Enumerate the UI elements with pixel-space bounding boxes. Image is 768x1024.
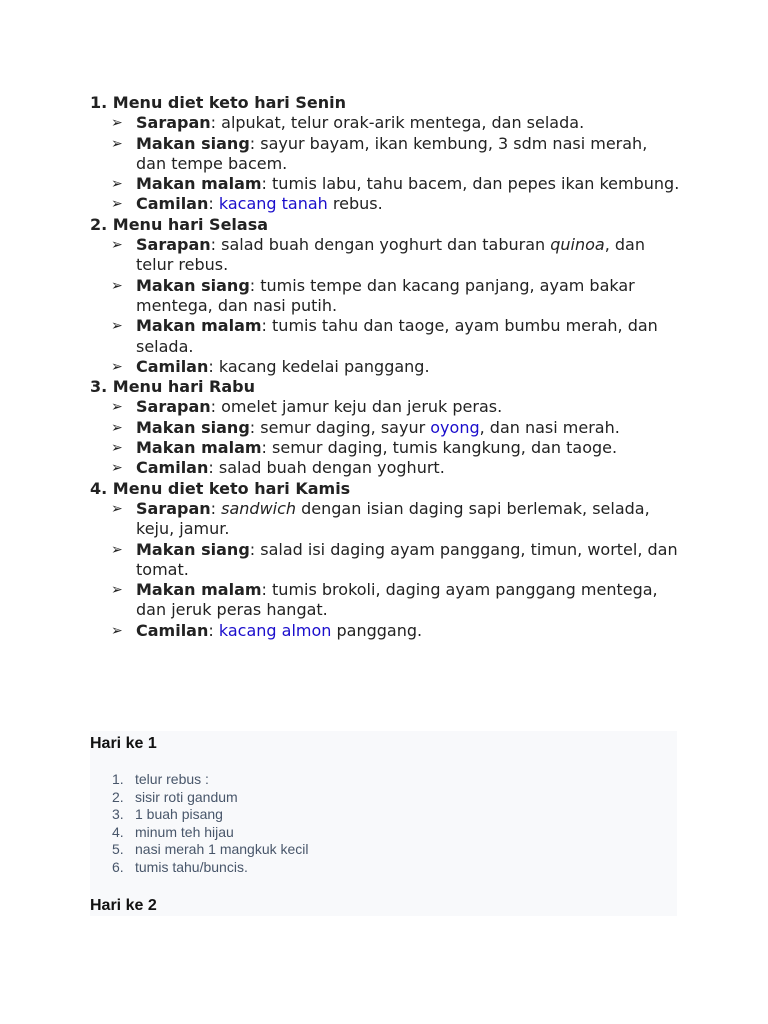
arrowhead-bullet-icon: ➢ — [111, 440, 123, 457]
meal-list — [0, 235, 768, 377]
meal-item — [0, 113, 768, 133]
day-title: 2. Menu hari Selasa — [90, 214, 269, 234]
meal-label: Sarapan — [136, 113, 211, 133]
meal-text: : tumis labu, tahu bacem, dan pepes ikan kembung. — [261, 174, 680, 194]
meal-text: : omelet jamur keju dan jeruk peras. — [210, 397, 503, 417]
arrowhead-bullet-icon: ➢ — [111, 176, 123, 193]
meal-label: Makan malam — [136, 580, 262, 600]
day-title: 3. Menu hari Rabu — [90, 377, 255, 397]
meal-text: , dan telur rebus. — [136, 235, 645, 275]
food-link[interactable]: kacang almon — [218, 620, 332, 640]
italic-term: sandwich — [221, 498, 297, 518]
list-text: nasi merah 1 mangkuk kecil — [135, 841, 309, 858]
day-1-list-item — [90, 824, 309, 842]
meal-item — [0, 438, 768, 458]
list-text: telur rebus : — [135, 771, 209, 787]
meal-item — [0, 194, 768, 214]
arrowhead-bullet-icon: ➢ — [111, 277, 123, 294]
food-link[interactable]: oyong — [430, 417, 480, 437]
meal-item — [0, 134, 768, 175]
list-number: 5. — [112, 841, 124, 858]
meal-text: : sayur bayam, ikan kembung, 3 sdm nasi merah, dan tempe bacem. — [136, 133, 648, 173]
meal-text: : — [208, 194, 219, 214]
meal-item — [0, 357, 768, 377]
meal-label: Makan siang — [136, 539, 250, 559]
meal-label: Makan malam — [136, 174, 262, 194]
meal-text: : — [208, 620, 219, 640]
italic-term: quinoa — [550, 235, 605, 255]
arrowhead-bullet-icon: ➢ — [111, 541, 123, 558]
arrowhead-bullet-icon: ➢ — [111, 460, 123, 477]
day-1-list-item — [90, 859, 309, 877]
meal-label: Makan malam — [136, 316, 262, 336]
meal-label: Sarapan — [136, 397, 211, 417]
meal-text: : salad isi daging ayam panggang, timun, wortel, dan tomat. — [136, 539, 678, 579]
day-1-list-item — [90, 841, 309, 859]
meal-list — [0, 499, 768, 641]
meal-item — [0, 418, 768, 438]
meal-plan-panel — [90, 731, 677, 916]
list-number: 4. — [112, 823, 124, 840]
day-section — [0, 377, 768, 478]
meal-item — [0, 540, 768, 581]
panel-heading-day-2: Hari ke 2 — [90, 897, 157, 914]
meal-text: : salad buah dengan yoghurt. — [208, 458, 445, 478]
meal-item — [0, 397, 768, 417]
meal-item — [0, 276, 768, 317]
meal-label: Makan siang — [136, 275, 250, 295]
day-1-list-item — [90, 806, 309, 824]
list-number: 3. — [112, 806, 124, 823]
arrowhead-bullet-icon: ➢ — [111, 358, 123, 375]
day-section — [0, 215, 768, 377]
arrowhead-bullet-icon: ➢ — [111, 419, 123, 436]
meal-text: panggang. — [331, 620, 423, 640]
meal-item — [0, 580, 768, 621]
meal-label: Camilan — [136, 620, 209, 640]
meal-label: Makan siang — [136, 133, 250, 153]
meal-item — [0, 458, 768, 478]
list-text: 1 buah pisang — [135, 806, 223, 823]
day-title: 4. Menu diet keto hari Kamis — [90, 478, 351, 498]
meal-label: Camilan — [136, 356, 209, 376]
arrowhead-bullet-icon: ➢ — [111, 318, 123, 335]
day-1-list-item — [90, 771, 309, 789]
arrowhead-bullet-icon: ➢ — [111, 399, 123, 416]
meal-text: rebus. — [327, 194, 383, 214]
meal-text: : tumis brokoli, daging ayam panggang mentega, dan jeruk peras hangat. — [136, 580, 658, 620]
meal-text: : tumis tempe dan kacang panjang, ayam bakar mentega, dan nasi putih. — [136, 275, 635, 315]
arrowhead-bullet-icon: ➢ — [111, 237, 123, 254]
day-section — [0, 479, 768, 641]
meal-label: Sarapan — [136, 498, 211, 518]
meal-text: , dan nasi merah. — [479, 417, 620, 437]
day-section — [0, 93, 768, 215]
day-1-list-item — [90, 789, 309, 807]
meal-label: Makan malam — [136, 438, 262, 458]
meal-item — [0, 316, 768, 357]
day-1-list — [90, 771, 309, 877]
meal-text: dengan isian daging sapi berlemak, selada, keju, jamur. — [136, 498, 650, 539]
arrowhead-bullet-icon: ➢ — [111, 500, 123, 517]
list-number: 2. — [112, 788, 124, 805]
food-link[interactable]: kacang tanah — [218, 194, 328, 214]
arrowhead-bullet-icon: ➢ — [111, 582, 123, 599]
meal-text: : salad buah dengan yoghurt dan taburan — [210, 235, 551, 255]
list-number: 1. — [112, 771, 124, 787]
meal-item — [0, 174, 768, 194]
meal-list — [0, 113, 768, 214]
meal-text: : tumis tahu dan taoge, ayam bumbu merah, dan selada. — [136, 316, 658, 356]
meal-item — [0, 621, 768, 641]
meal-label: Camilan — [136, 194, 209, 214]
panel-heading-day-1: Hari ke 1 — [90, 735, 157, 752]
meal-label: Sarapan — [136, 235, 211, 255]
arrowhead-bullet-icon: ➢ — [111, 115, 123, 132]
meal-item — [0, 235, 768, 276]
list-text: minum teh hijau — [135, 823, 234, 840]
list-text: tumis tahu/buncis. — [135, 858, 248, 875]
meal-text: : semur daging, tumis kangkung, dan taoge. — [261, 438, 618, 458]
list-text: sisir roti gandum — [135, 788, 238, 805]
meal-label: Camilan — [136, 458, 209, 478]
meal-text: : alpukat, telur orak-arik mentega, dan selada. — [210, 113, 585, 133]
arrowhead-bullet-icon: ➢ — [111, 622, 123, 639]
keto-menu-list — [0, 93, 768, 641]
meal-text: : — [210, 498, 222, 518]
meal-item — [0, 499, 768, 540]
meal-text: : semur daging, sayur — [249, 417, 431, 437]
arrowhead-bullet-icon: ➢ — [111, 135, 123, 152]
meal-label: Makan siang — [136, 417, 250, 437]
arrowhead-bullet-icon: ➢ — [111, 196, 123, 213]
meal-text: : kacang kedelai panggang. — [208, 356, 430, 376]
day-title: 1. Menu diet keto hari Senin — [90, 93, 346, 112]
list-number: 6. — [112, 858, 124, 875]
meal-list — [0, 397, 768, 478]
